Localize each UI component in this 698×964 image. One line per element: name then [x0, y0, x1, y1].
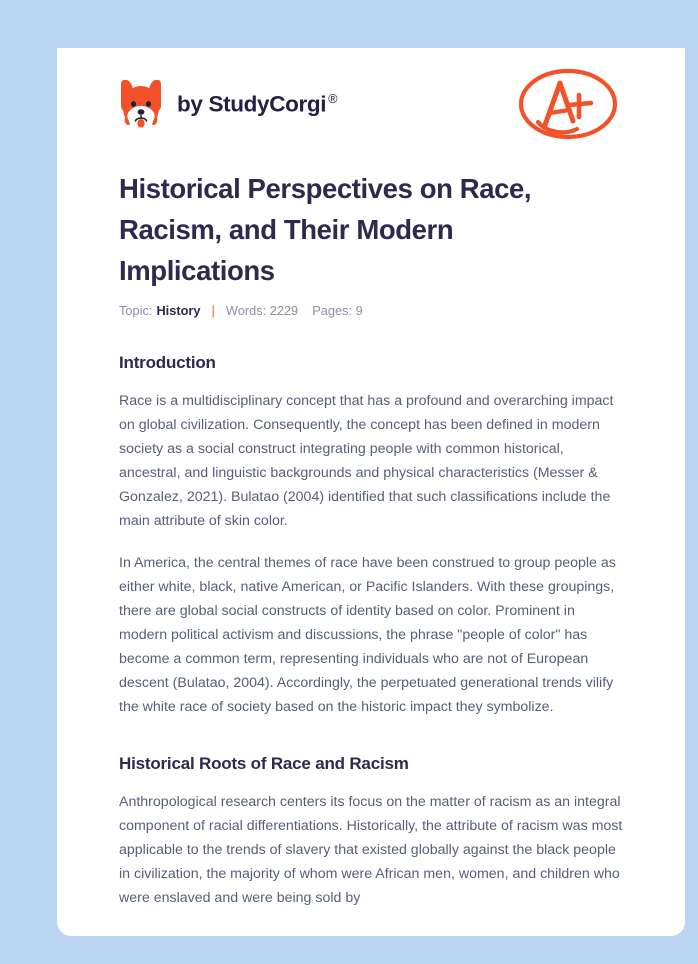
page-title: Historical Perspectives on Race, Racism, and Their Modern Implications	[119, 173, 532, 286]
paragraph: In America, the central themes of race have been construed to group people as either white, black, native American, or Pacific Islanders. With these groupings, there are global social constructs of identity based on color. Prominent in modern political activism and discussions, the phrase "people of color" has become a common term, representing individuals who are not of European descent (Bulatao, 2004). Accordingly, the perpetuated generational trends vilify the white race of society based on the historic impact they symbolize.	[119, 555, 616, 716]
brand-name	[177, 93, 337, 116]
section-heading-introduction: Introduction	[119, 352, 216, 372]
paragraph: Anthropological research centers its focus on the matter of racism as an integral component of racial differentiations. Historically, the attribute of racism was most applicable to the trends of slavery that existed globally against the black people in civilization, the majority of whom were African men, women, and children who were enslaved and were being sold by	[119, 794, 623, 907]
section-heading-historical-roots: Historical Roots of Race and Racism	[119, 754, 409, 774]
corgi-logo-icon	[119, 78, 163, 130]
brand-name-text: by StudyCorgi	[177, 91, 327, 116]
document-meta	[119, 305, 623, 318]
word-count: Words: 2229	[225, 303, 299, 318]
brand-lockup[interactable]	[119, 78, 337, 130]
article-body	[119, 318, 623, 911]
topic-label: Topic:	[119, 303, 153, 318]
registered-mark-icon: ®	[328, 91, 338, 106]
meta-separator: |	[211, 303, 215, 318]
topic-value-link[interactable]: History	[156, 303, 201, 318]
page-count: Pages: 9	[312, 303, 363, 318]
page-inner	[57, 48, 685, 910]
document-page-sheet	[57, 48, 685, 936]
a-plus-grade-icon	[513, 63, 623, 145]
document-header	[119, 48, 623, 152]
paragraph: Race is a multidisciplinary concept that has a profound and overarching impact on global civilization. Consequently, the concept has been defined in modern society as a social construct integrating people with common historical, ancestral, and linguistic backgrounds and physical characteristics (Messer & Gonzalez, 2021). Bulatao (2004) identified that such classifications include the main attribute of skin color.	[119, 393, 614, 530]
